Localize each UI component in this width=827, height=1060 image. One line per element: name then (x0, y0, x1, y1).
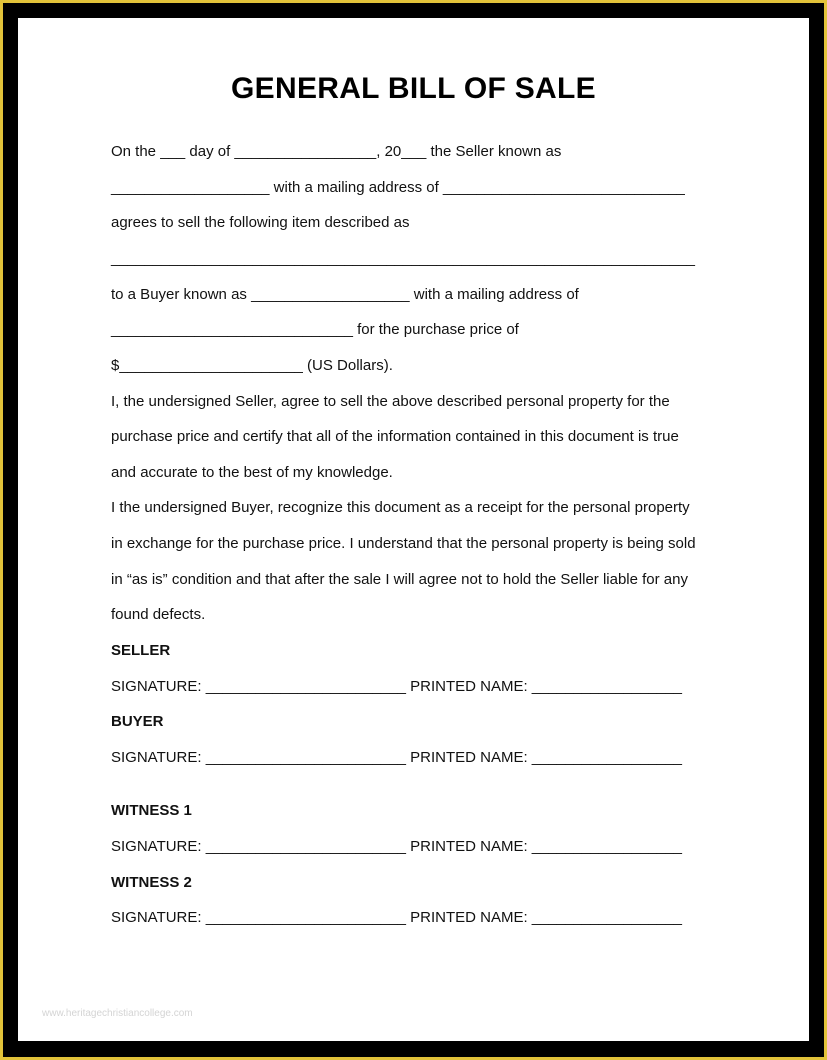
body-line-12: in exchange for the purchase price. I understand that the personal property is being sold (111, 535, 696, 552)
body-line-10: and accurate to the best of my knowledge. (111, 464, 393, 481)
watermark-text: www.heritagechristiancollege.com (42, 1008, 193, 1019)
body-line-4: ______________________________________________________________________ (111, 250, 695, 267)
body-line-3: agrees to sell the following item described as (111, 214, 410, 231)
body-line-5: to a Buyer known as ___________________ with a mailing address of (111, 286, 579, 303)
body-line-11: I the undersigned Buyer, recognize this document as a receipt for the personal property (111, 499, 690, 516)
body-line-1: On the ___ day of _________________, 20___ the Seller known as (111, 143, 562, 160)
body-line-7: $______________________ (US Dollars). (111, 357, 393, 374)
seller-signature-line: SIGNATURE: ________________________ PRINTED NAME: __________________ (111, 678, 682, 695)
witness-1-signature-line: SIGNATURE: ________________________ PRINTED NAME: __________________ (111, 838, 682, 855)
body-line-14: found defects. (111, 606, 206, 623)
body-line-9: purchase price and certify that all of the information contained in this document is true (111, 428, 679, 445)
witness-2-signature-line: SIGNATURE: ________________________ PRINTED NAME: __________________ (111, 909, 682, 926)
body-line-8: I, the undersigned Seller, agree to sell the above described personal property for the (111, 393, 670, 410)
document-title: GENERAL BILL OF SALE (231, 72, 596, 105)
body-line-2: ___________________ with a mailing address of _____________________________ (111, 179, 685, 196)
witness-1-heading: WITNESS 1 (111, 802, 192, 819)
seller-heading: SELLER (111, 642, 171, 659)
body-line-13: in “as is” condition and that after the sale I will agree not to hold the Seller liable for any (111, 571, 688, 588)
buyer-heading: BUYER (111, 713, 164, 730)
witness-2-heading: WITNESS 2 (111, 874, 192, 891)
buyer-signature-line: SIGNATURE: ________________________ PRINTED NAME: __________________ (111, 749, 682, 766)
body-line-6: _____________________________ for the purchase price of (111, 321, 519, 338)
